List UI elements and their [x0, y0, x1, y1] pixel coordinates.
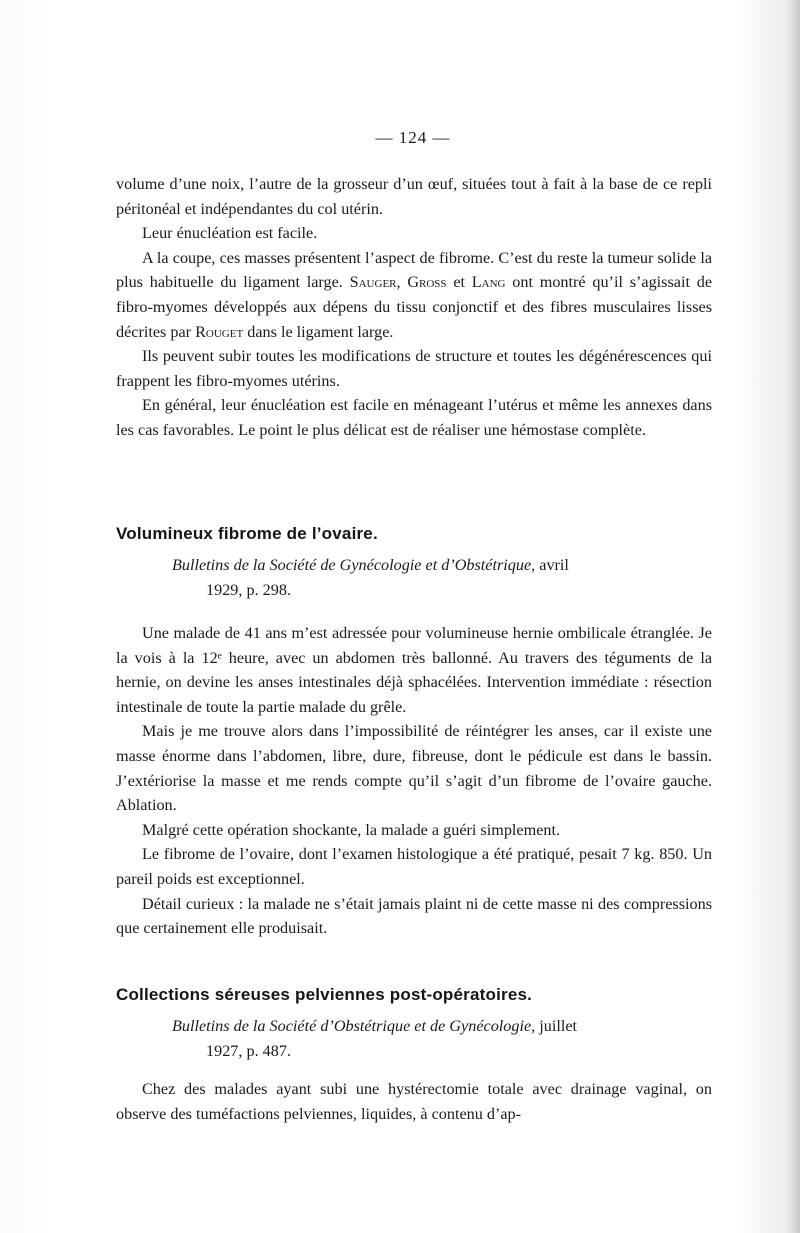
reference-month: juillet: [535, 1017, 578, 1035]
reference-detail: 1927, p. 487.: [206, 1041, 291, 1060]
author-name: Sauger: [349, 273, 397, 292]
section-body: [116, 621, 712, 941]
page-edge-shadow: [786, 0, 800, 1233]
reference-month: avril: [535, 556, 569, 574]
paragraph: volume d’une noix, l’autre de la grosseur d’un œuf, situées tout à fait à la base de ce repli péritonéal et indépendantes du col utérin.: [116, 175, 712, 218]
paragraph: En général, leur énucléation est facile en ménageant l’utérus et même les annexes dans les cas favorables. Le point le plus délicat est de réaliser une hémostase complète.: [116, 396, 712, 439]
paragraph: Mais je me trouve alors dans l’impossibilité de réintégrer les anses, car il existe une masse énorme dans l’abdomen, libre, dure, fibreuse, dont le pédicule est dans le bassin. J’extériorise la masse et me rends compte qu’il s’agit d’un fibrome de l’ovaire gauche. Ablation.: [116, 722, 712, 815]
paragraph: Leur énucléation est facile.: [142, 224, 318, 243]
section-continued-text: [116, 172, 712, 443]
paragraph-text: ont montré qu’il s’agissait de fibro-myomes développés aux dépens du tissu conjonctif et des fibres musculaires lisses décrites par: [116, 273, 713, 341]
paragraph: Une malade de 41 ans m’est adressée pour volumineuse hernie ombilicale étranglée. Je la vois à la 12ᵉ heure, avec un abdomen très ballonné. Au travers des téguments de la hernie, on devine les anses intestinales déjà sphacélées. Intervention immédiate : résection intestinale de toute la partie malade du grêle.: [116, 624, 712, 716]
paragraph: Détail curieux : la malade ne s’était jamais plaint ni de cette masse ni des compressions que certainement elle produisait.: [116, 894, 712, 938]
paragraph-text: dans le ligament large.: [243, 322, 394, 341]
section-title: Volumineux fibrome de l’ovaire.: [116, 524, 378, 543]
section-body: [116, 1077, 712, 1126]
section-collections-sereuses: [116, 983, 712, 1008]
section-fibrome-ovaire: [116, 522, 712, 547]
bibliographic-reference: [116, 553, 712, 602]
author-name: Rouget: [195, 322, 244, 341]
journal-title: Bulletins de la Société d’Obstétrique et de Gynécologie,: [172, 1017, 536, 1035]
page-number: — 124 —: [375, 128, 451, 147]
punctuation: ,: [396, 273, 408, 292]
paragraph: Ils peuvent subir toutes les modifications de structure et toutes les dégénérescences qui frappent les fibro-myomes utérins.: [116, 347, 712, 390]
reference-detail: 1929, p. 298.: [206, 580, 291, 599]
author-name: Lang: [471, 273, 506, 292]
author-name: Gross: [407, 273, 447, 292]
paragraph: [116, 246, 712, 344]
paragraph: Le fibrome de l’ovaire, dont l’examen histologique a été pratiqué, pesait 7 kg. 850. Un pareil poids est exceptionnel.: [116, 845, 712, 888]
section-title: Collections séreuses pelviennes post-opératoires.: [116, 985, 533, 1004]
paragraph: Malgré cette opération shockante, la malade a guéri simplement.: [142, 820, 561, 839]
journal-title: Bulletins de la Société de Gynécologie et d’Obstétrique,: [172, 556, 536, 574]
section-reference: [116, 1014, 712, 1063]
paragraph: Chez des malades ayant subi une hystérectomie totale avec drainage vaginal, on observe des tuméfactions pelviennes, liquides, à contenu d’ap-: [116, 1080, 712, 1123]
conjunction: et: [446, 273, 472, 292]
bibliographic-reference: [116, 1014, 712, 1063]
section-reference: [116, 553, 712, 602]
paragraph-text: A la coupe, ces masses présentent l’aspect de fibrome. C’est du reste la tumeur solide la plus habituelle du ligament large.: [116, 248, 712, 292]
